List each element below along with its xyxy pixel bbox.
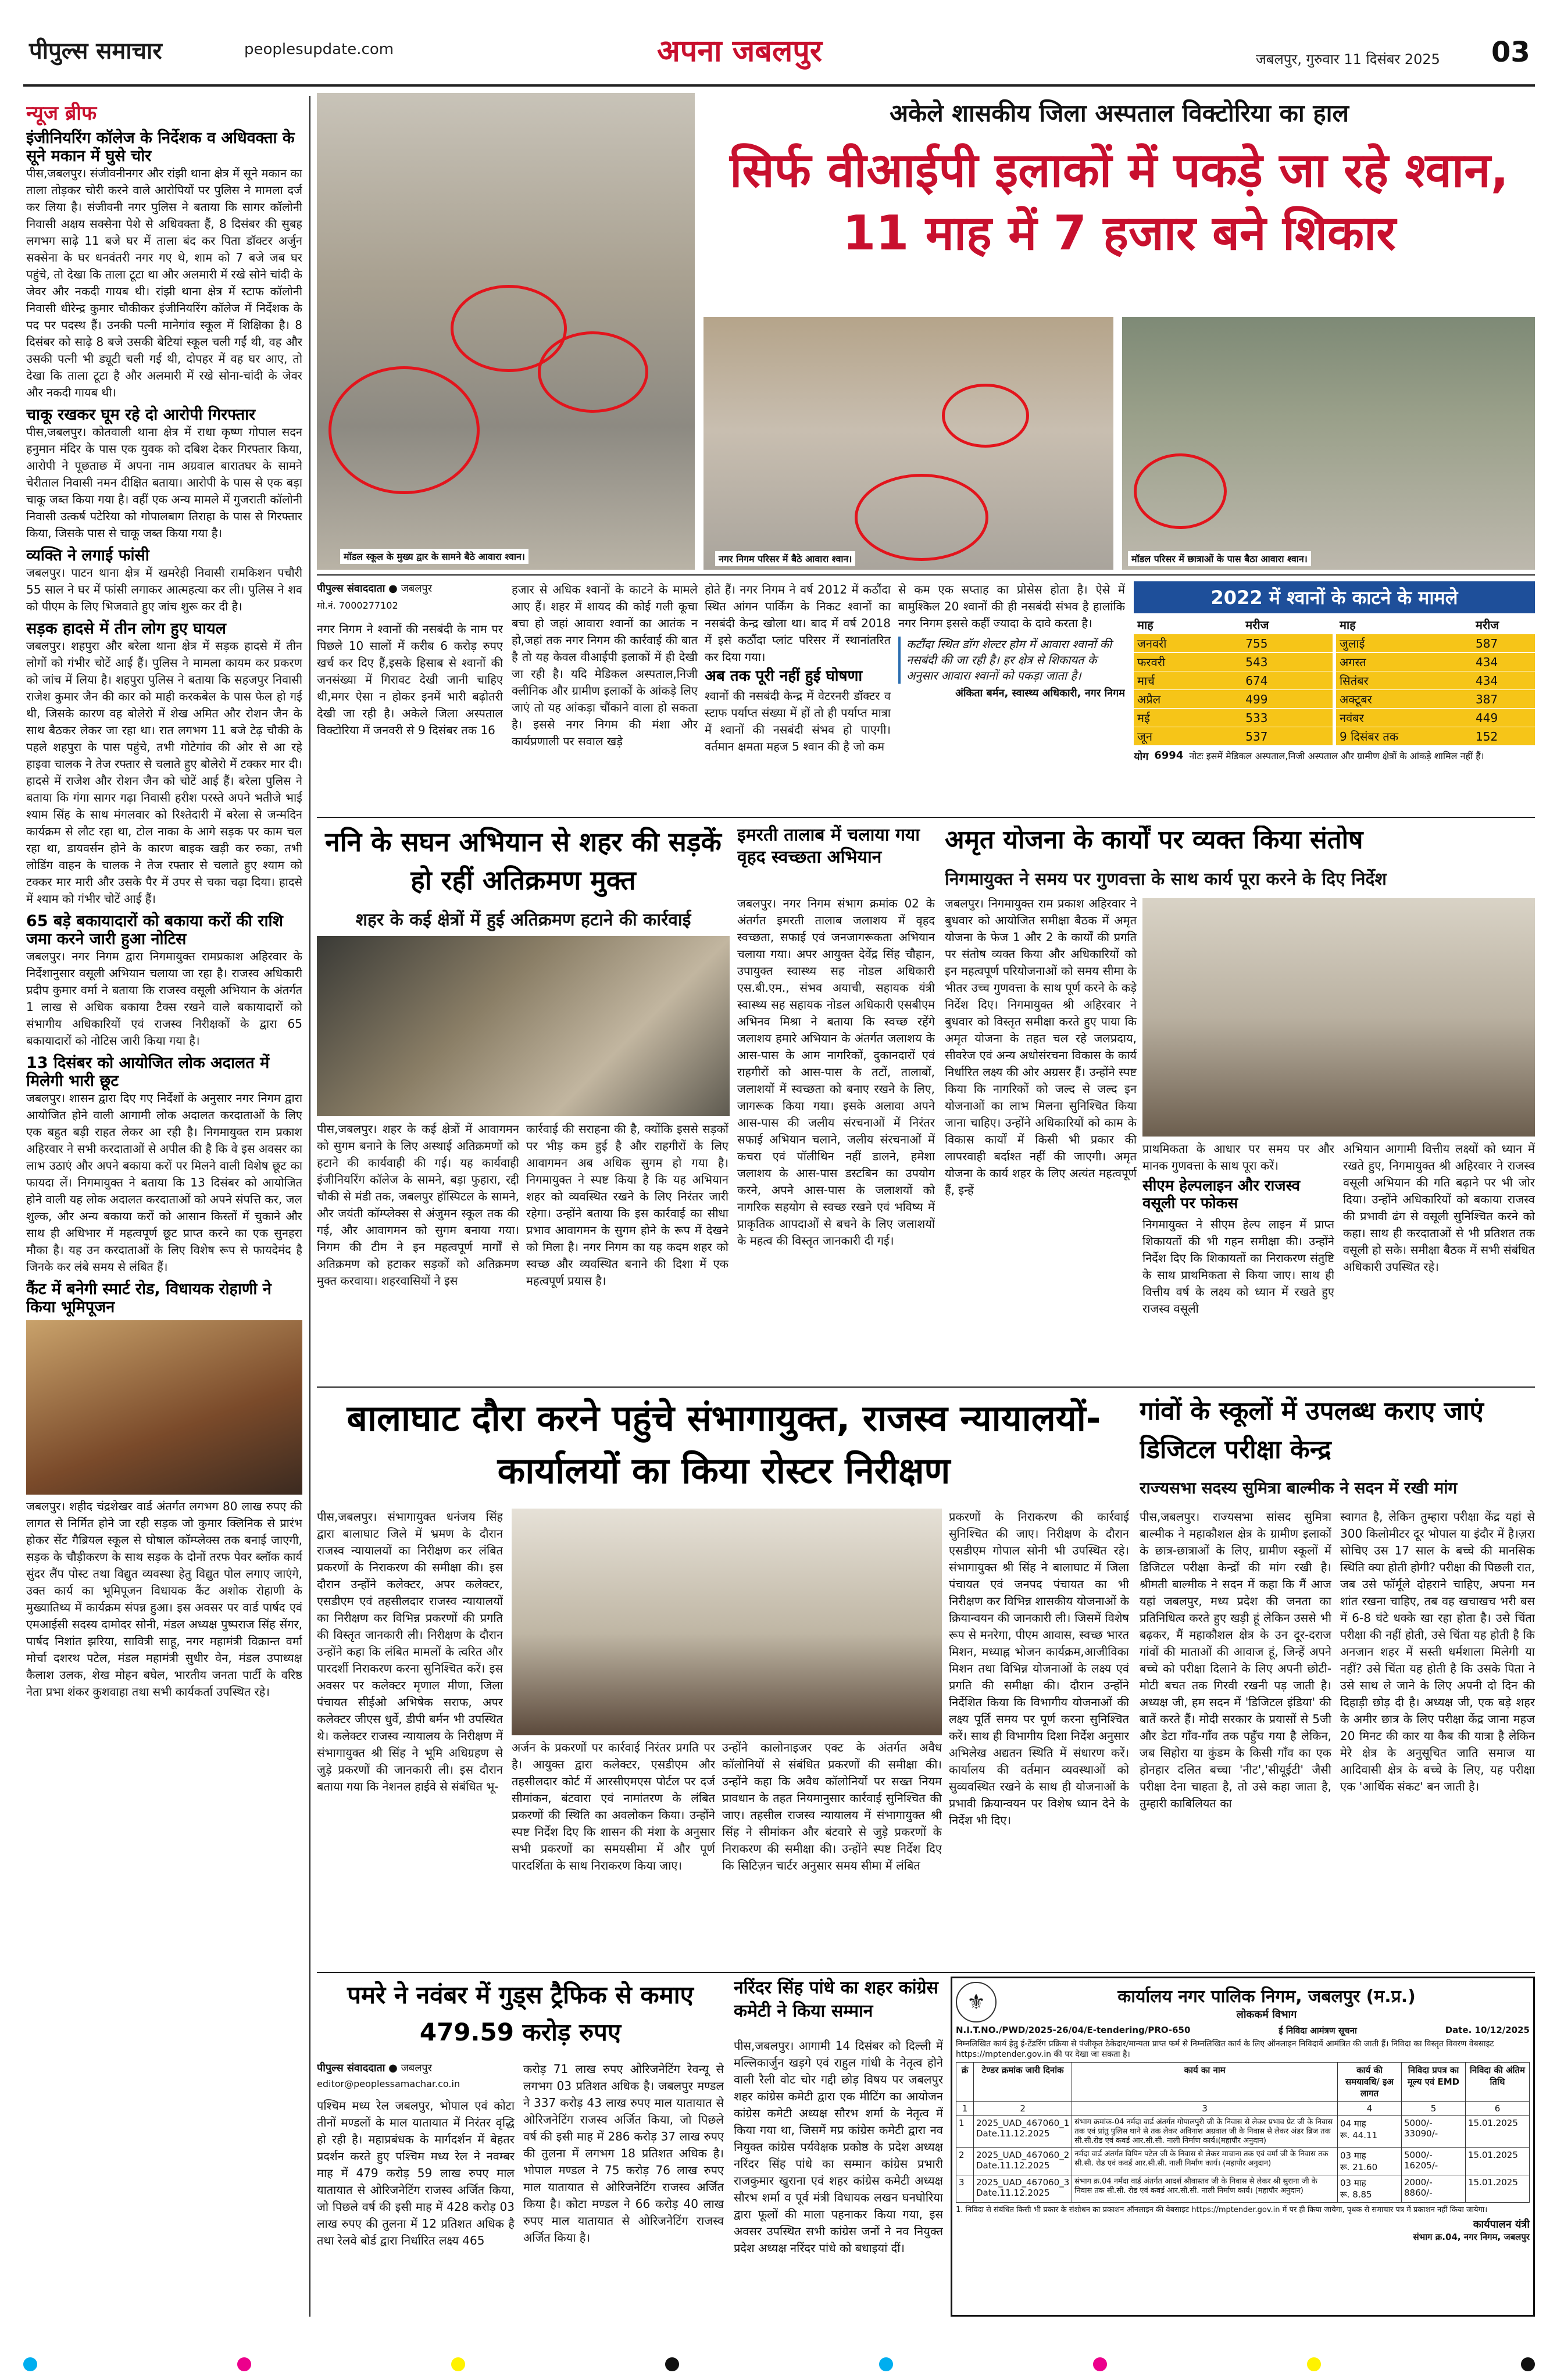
row-last: 15.01.2025 bbox=[1466, 2175, 1530, 2203]
row-period: 03 माह bbox=[1340, 2178, 1366, 2188]
tender-header: निविदा प्रपत्र का मूल्य एवं EMD bbox=[1402, 2063, 1466, 2102]
row-fee: 2000/- bbox=[1404, 2177, 1433, 2188]
brief-1-body: पीस,जबलपुर। संजीवनीनगर और रांझी थाना क्षेत्र में सूने मकान का ताला तोड़कर चोरी करने वाले आरोपियों पर पुलिस ने मामला दर्ज कर लिया है। संजीवनी नगर पुलिस ने बताया कि सागर कॉलोनी निवासी अक्षय सक्सेना पेशे से अधिवक्ता हैं, 8 दिसंबर की सुबह लगभग साढ़े 11 बजे घर में ताला बंद कर पिता डॉक्टर अर्जुन सक्सेना के घर धनवंतरी नगर गए थे, शाम को 7 बजे जब घर पहुंचे, तो देखा कि ताला टूटा था और अलमारी में रखे सोने चांदी के जेवर और नकदी गायब थी। रांझी थाना क्षेत्र में स्टाफ कॉलोनी निवासी धीरेन्द्र कुमार चौकीकर इंजीनियरिंग कॉलेज में निर्देशक के पद पर पदस्थ हैं। उनकी पत्नी मानेगांव स्कूल में शिक्षिका है। 8 दिसंबर को साढ़े 8 बजे उसकी बेटियां स्कूल चली गईं थी, वह और उसकी पत्नी भी ड्यूटी चली गई थी, दोपहर में वह घर आए, तो देखा कि ताला टूटा है और अलमारी में रखे सोना-चांदी के जेवर और नकदी गायब थी। bbox=[26, 166, 302, 400]
row-date: Date.11.12.2025 bbox=[976, 2160, 1050, 2171]
narendra-body: पीस,जबलपुर। आगामी 14 दिसंबर को दिल्ली में मल्लिकार्जुन खड़गे एवं राहुल गांधी के नेतृत्व होने वाली रैली वोट चोर गद्दी छोड़ विषय पर जबलपुर शहर कांग्रेस कमेटी द्वारा एक मीटिंग का आयोजन कांग्रेस कमेटी अध्यक्ष सौरभ शर्मा के नेतृत्व में किया गया था, जिसमें मप्र कांग्रेस कमेटी द्वारा नव नियुक्त कांग्रेस पर्यवेक्षक प्रकोष्ठ के प्रदेश अध्यक्ष नरिंदर सिंह पांधे का सम्मान कांग्रेस प्रभारी राजकुमार खुराना एवं शहर कांग्रेस कमेटी अध्यक्ष सौरभ शर्मा व पूर्व मंत्री विधायक लखन घनघोरिया द्वारा फूलों की माला पहनाकर किया गया, इस अवसर उपस्थित सभी कांग्रेस जनों ने नव नियुक्त प्रदेश अध्यक्ष नरिंदर पांधे को बधाइयां दीं। bbox=[734, 2039, 943, 2255]
tender-header: क्रं bbox=[956, 2063, 974, 2102]
cases-cell: 674 bbox=[1242, 671, 1333, 690]
bhoomipujan-photo bbox=[26, 1320, 302, 1495]
lead-byline: पीपुल्स संवाददाता ● जबलपुर मो.नं. 7000277102 bbox=[317, 581, 689, 616]
dog-circle-6 bbox=[1134, 453, 1227, 529]
brief-4-title: सड़क हादसे में तीन लोग हुए घायल bbox=[26, 620, 226, 638]
month-cell: नवंबर bbox=[1336, 709, 1472, 727]
tender-row bbox=[956, 2116, 1530, 2148]
month-cell: जुलाई bbox=[1336, 634, 1472, 653]
lead-col-2: हजार से अधिक श्वानों के काटने के मामले आए हैं। शहर में शायद की कोई गली कूचा बचा हो जहां आवारा श्वानों का आतंक न हो,जहां तक नगर निगम की कार्रवाई की बात है तो यह केवल वीआईपी इलाकों में ही देखी जा रही है। यदि मेडिकल अस्पताल,निजी क्लीनिक और ग्रामीण इलाकों के आंकड़े लिए जाएं तो यह आंकड़ा चौंकाने वाला हो सकता है। इससे नगर निगम की मंशा और कार्यप्रणाली पर सवाल खड़े bbox=[512, 583, 698, 748]
brief-4-body: जबलपुर। शहपुरा और बरेला थाना क्षेत्र में सड़क हादसे में तीन लोगों को गंभीर चोटें आई हैं। पुलिस ने मामला कायम कर प्रकरण को जांच में लिया है। शहपुरा पुलिस ने बताया कि सहजपुर निवासी राजेश कुमार जैन की कार को माही करकबेल के पास फेल हो गई थी, जिसके कारण वह बोलेरो में शेख अमित और रोशन जैन के साथ बैठकर लेकर जा रहा था। रात लगभग 11 बजे टेढ़ चौकी के पहले शहपुरा के पास पहुंचे, तभी गोटेगांव की ओर से आ रहे हाइवा चालक ने तेज रफ्तार से चलाते हुए बोलेरो में टक्कर मार दी। हादसे में राजेश और रोशन जैन को चोटें आई हैं। बरेला पुलिस ने बताया कि गंगा सागर गढ़ा निवासी हरीश परस्ते अपने भतीजे भाई श्याम सिंह के साथ मंगलवार को रिश्तेदारी में बरेला से जन्मदिन कार्यक्रम से लौट रहा था, टोल नाका के आगे सड़क पर काम चल रहा था, डायवर्सन होने के कारण बाइक खड़ी कर रुका, तभी लोडिंग वाहन के चालक ने तेज रफ्तार से चलाते हुए श्याम को टक्कर मार मारी और उसके पैर में उपर से चका चढ़ा दिया। हादसे में श्याम को गंभीर चोटें आई हैं। bbox=[26, 639, 302, 906]
tender-footer: 1. निविदा से संबंधित किसी भी प्रकार के संशोधन का प्रकाशन ऑनलाइन की वेबसाइट https://mptender.gov.in में पर ही किया जायेगा, पृथक से समाचार पत्र में प्रकाशन नहीं किया जायेगा। bbox=[956, 2206, 1488, 2214]
railway-byline: पीपुल्स संवाददाता ● जबलपुर editor@peoplessamachar.co.in bbox=[317, 2061, 515, 2096]
tender-sign-office: संभाग क्र.04, नगर निगम, जबलपुर bbox=[1413, 2232, 1530, 2242]
row-period: 03 माह bbox=[1340, 2150, 1366, 2161]
row-id: 2025_UAD_467060_3 bbox=[976, 2177, 1070, 2188]
railway-headline: पमरे ने नवंबर में गुड्स ट्रैफिक से कमाए 479.59 करोड़ रुपए bbox=[347, 1981, 694, 2046]
section-title: अपना जबलपुर bbox=[657, 34, 823, 69]
dog-circle-5 bbox=[855, 474, 988, 561]
brief-5-title: 65 बड़े बकायादारों को बकाया करों की राशि जमा करने जारी हुआ नोटिस bbox=[26, 912, 283, 949]
dog-circle-4 bbox=[942, 384, 1029, 448]
lead-headline: सिर्फ वीआईपी इलाकों में पकड़े जा रहे श्वान, 11 माह में 7 हजार बने शिकार bbox=[730, 143, 1509, 261]
amrut-col-2 bbox=[1142, 1141, 1334, 1385]
digital-col-2: स्वागत है, लेकिन तुम्हारा परीक्षा केंद्र यहां से 300 किलोमीटर दूर भोपाल या इंदौर में है।ज़रा सोचिए उस 17 साल के बच्चे की मानसिक स्थिति क्या होती होगी? परीक्षा की पिछली रात, जब उसे फॉर्मूले दोहराने चाहिए, अपना मन शांत रखना चाहिए, तब वह खचाखच भरी बस में 6-8 घंटे धक्के खा रहा होता है। उसे चिंता परीक्षा की नहीं होती, उसे चिंता यह होती है कि अनजान शहर में सस्ती धर्मशाला मिलेगी या नहीं? उसे चिंता यह होती है कि उसके पिता ने उसे साथ ले जाने के लिए अपनी दो दिन की दिहाड़ी छोड़ दी है। अध्यक्ष जी, एक बड़े शहर के अमीर छात्र के लिए परीक्षा केंद्र जाना महज 20 मिनट की कार या कैब की यात्रा है लेकिन मेरे क्षेत्र के अनुसूचित जाति समाज या आदिवासी क्षेत्र के बच्चे के लिए, यह परीक्षा एक 'आर्थिक संकट' बन जाती है। bbox=[1340, 1510, 1535, 1793]
tender-notice bbox=[951, 1977, 1535, 2317]
lead-photo-school-gate bbox=[317, 93, 695, 570]
brand-logo: पीपुल्स समाचार bbox=[29, 38, 162, 65]
cases-cell: 499 bbox=[1242, 690, 1333, 709]
cases-cell: 387 bbox=[1472, 690, 1535, 709]
month-cell: मई bbox=[1134, 709, 1242, 727]
railway-col-2: करोड़ 71 लाख रुपए ओरिजनेटिंग रेवन्यू से लगभग 03 प्रतिशत अधिक है। जबलपुर मण्डल ने 337 करोड़ 43 लाख रुपए माल यातायात से ओरिजनेटिंग राजस्व अर्जित किया, जो पिछले वर्ष की इसी माह में 286 करोड़ 37 लाख रुपए की तुलना में लगभग 18 प्रतिशत अधिक है।भोपाल मण्डल ने 75 करोड़ 76 लाख रुपए माल यातायात से ओरिजनेटिंग राजस्व अर्जित किया है। कोटा मण्डल ने 66 करोड़ 40 लाख रुपए माल यातायात से ओरिजनेटिंग राजस्व अर्जित किया है। bbox=[523, 2062, 724, 2245]
amrut-col-1: जबलपुर। निगमायुक्त राम प्रकाश अहिरवार ने बुधवार को आयोजित समीक्षा बैठक में अमृत योजना के फेज 1 और 2 के कार्यों की प्रगति पर संतोष व्यक्त किया और अधिकारियों को इन महत्वपूर्ण परियोजनाओं को समय सीमा के भीतर उच्च गुणवत्ता के साथ पूर्ण करने के कड़े निर्देश दिए। निगमायुक्त श्री अहिरवार ने बुधवार को विस्तृत समीक्षा करते हुए पाया कि अमृत योजना के तहत चल रहे जलप्रदाय, सीवरेज एवं अन्य अधोसंरचना विकास के कार्य निर्धारित लक्ष्य की ओर अग्रसर हैं। उन्होंने स्पष्ट किया कि नागरिकों को जल्द से जल्द इन योजनाओं का लाभ मिलना सुनिश्चित किया जाना चाहिए। उन्होंने अधिकारियों को काम के विकास कार्यों में किसी भी प्रकार की लापरवाही बर्दाश्त नहीं की जाएगी। अमृत योजना के कार्य शहर के लिए अत्यंत महत्वपूर्ण हैं, इन्हें bbox=[945, 896, 1137, 1197]
col-number: 2 bbox=[974, 2102, 1072, 2116]
cases-cell: 543 bbox=[1242, 653, 1333, 671]
byline-mobile: मो.नं. 7000277102 bbox=[317, 600, 398, 611]
amrut-meeting-photo bbox=[1142, 898, 1535, 1137]
lead-photo-caption-1: मॉडल स्कूल के मुख्य द्वार के सामने बैठे आवारा श्वान। bbox=[340, 549, 528, 564]
balaghat-photo bbox=[512, 1509, 942, 1735]
tender-header: निविदा की अंतिम तिथि bbox=[1466, 2063, 1530, 2102]
row-no: 1 bbox=[956, 2116, 974, 2148]
tender-row bbox=[956, 2175, 1530, 2203]
dog-bite-table bbox=[1134, 581, 1535, 814]
amrut-subhead: निगमायुक्त ने समय पर गुणवत्ता के साथ कार्य पूरा करने के दिए निर्देश bbox=[945, 869, 1387, 889]
col-number: 4 bbox=[1338, 2102, 1402, 2116]
row-fee: 5000/- bbox=[1404, 2118, 1433, 2128]
imarti-body: जबलपुर। नगर निगम संभाग क्रमांक 02 के अंतर्गत इमरती तालाब जलाशय में वृहद स्वच्छता, सफाई एवं जनजागरूकता अभियान चलाया गया। अपर आयुक्त देवेंद्र सिंह चौहान, उपायुक्त स्वास्थ्य सह नोडल अधिकारी एस.बी.एम., संभव अयाची, सहायक यंत्री स्वास्थ्य सह सहायक नोडल अधिकारी एसबीएम अभिनव मिश्रा ने बताया कि स्वच्छ रहेंगे जलाशय हमारे अभियान के अंतर्गत जलाशय के आस-पास के आम नागरिकों, दुकानदारों एवं राहगीरों को आस-पास के तटों, तालाबों, जलाशयों में स्वच्छता को बनाए रखने के लिए, जागरूक किया गया। इसके अलावा अपने आस-पास की जलीय संरचनाओं में निरंतर सफाई अभियान चलाने, जलीय संरचनाओं में कचरा एवं पॉलीथिन नहीं डालने, हमेशा जलाशय के आस-पास डस्टबिन का उपयोग करने, अपने आस-पास के जलाशयों को नागरिक सहयोग से स्वच्छ रखने एवं भविष्य में प्राकृतिक आपदाओं से बचने के लिए जलाशयों के महत्व की विस्तृत जानकारी दी गई। bbox=[737, 896, 935, 1248]
issue-date: जबलपुर, गुरुवार 11 दिसंबर 2025 bbox=[1256, 51, 1440, 67]
page-number: 03 bbox=[1491, 36, 1530, 69]
tender-header: कार्य का नाम bbox=[1072, 2063, 1338, 2102]
lead-subhead: अब तक पूरी नहीं हुई घोषणा bbox=[705, 667, 863, 685]
reg-mark bbox=[665, 2357, 679, 2371]
reg-mark bbox=[451, 2357, 465, 2371]
byline-name: पीपुल्स संवाददाता bbox=[317, 583, 385, 595]
site-url[interactable]: peoplesupdate.com bbox=[244, 41, 394, 58]
row-last: 15.01.2025 bbox=[1466, 2116, 1530, 2148]
row-fee: 5000/- bbox=[1404, 2150, 1433, 2160]
row-id: 2025_UAD_467060_1 bbox=[976, 2118, 1070, 2128]
lead-kicker: अकेले शासकीय जिला अस्पताल विक्टोरिया का हाल bbox=[889, 99, 1349, 127]
lead-photo-model-campus bbox=[1122, 317, 1535, 570]
byline-name: पीपुल्स संवाददाता bbox=[317, 2062, 385, 2074]
row-cost: रू. 8.85 bbox=[1340, 2189, 1372, 2200]
col-number: 5 bbox=[1402, 2102, 1466, 2116]
total-label: योग bbox=[1134, 751, 1149, 763]
row-work: संभाग क्रमांक-04 नर्मदा वार्ड अंतर्गत गोपालपुरी जी के निवास से लेकर प्रभाव प्रेट जी के निवास तक एवं प्रांतु पुलिस थाने से तक लेकर अविनाश अग्रवाल जी के निवास से लेकर अंडर ब्रिज तक सी.सी.रोड एवं कवर्ड आर.सी.सी. नाली निर्माण कार्य।(महापौर अनुदान) bbox=[1072, 2116, 1338, 2148]
col-number: 1 bbox=[956, 2102, 974, 2116]
month-cell: मार्च bbox=[1134, 671, 1242, 690]
masthead bbox=[0, 0, 1557, 87]
brief-2-title: चाकू रखकर घूम रहे दो आरोपी गिरफ्तार bbox=[26, 406, 256, 424]
tender-date: Date. 10/12/2025 bbox=[1445, 2025, 1530, 2035]
digital-col-1: पीस,जबलपुर। राज्यसभा सांसद सुमित्रा बाल्मीक ने महाकौशल क्षेत्र के ग्रामीण इलाकों के छात्र-छात्राओं के लिए, ग्रामीण स्कूलों में डिजिटल परीक्षा केन्द्रों की मांग रखी है। श्रीमती बाल्मीक ने सदन में कहा कि मैं आज यहां जबलपुर, मध्य प्रदेश की जनता का प्रतिनिधित्व करते हुए खड़ी हूं लेकिन उससे भी बढ़कर, मैं महाकौशल क्षेत्र के उन दूर-दराज गांवों की माताओं की आवाज हूं, जिन्हें अपने बच्चे को परीक्षा दिलाने के लिए अपनी छोटी-मोटी बचत तक गिरवी रखनी पड़ जाती है। अध्यक्ष जी, हम सदन में 'डिजिटल इंडिया' की बातें करते हैं। मोदी सरकार के प्रयासों से 5जी और डेटा गाँव-गाँव तक पहुँच गया है लेकिन, जब सिहोरा या कुंडम के किसी गाँव का एक होनहार दलित बच्चा 'नीट','सीयूईटी' जैसी परीक्षा देना चाहता है, तो उसे कहा जाता है, तुम्हारी काबिलियत का bbox=[1140, 1510, 1331, 1810]
lead-col-4 bbox=[898, 581, 1125, 814]
amrut-subhead-2: सीएम हेल्पलाइन और राजस्व वसूली पर फोकस bbox=[1142, 1177, 1301, 1212]
tender-office: कार्यालय नगर पालिक निगम, जबलपुर (म.प्र.) bbox=[1117, 1986, 1416, 2007]
brief-6-title: 13 दिसंबर को आयोजित लोक अदालत में मिलेगी भारी छूट bbox=[26, 1054, 270, 1091]
balaghat-col-1: पीस,जबलपुर। संभागायुक्त धनंजय सिंह द्वारा बालाघाट जिले में भ्रमण के दौरान राजस्व न्यायालयों का निरीक्षण कर लंबित प्रकरणों के निराकरण की समीक्षा की। इस दौरान उन्होंने कलेक्टर, अपर कलेक्टर, एसडीएम एवं तहसीलदार राजस्व न्यायालयों का निरीक्षण कर विभिन्न प्रकरणों की प्रगति की विस्तृत जानकारी ली। निरीक्षण के दौरान उन्होंने कहा कि लंबित मामलों के त्वरित और पारदर्शी निराकरण करना सुनिश्चित करें। इस अवसर पर कलेक्टर मृणाल मीणा, जिला पंचायत सीईओ अभिषेक सराफ, अपर कलेक्टर जीएस धुर्वे, डीपी बर्मन भी उपस्थित थे। कलेक्टर राजस्व न्यायालय के निरीक्षण में संभागायुक्त श्री सिंह ने भूमि अधिग्रहण से जुड़े प्रकरणों की जानकारी ली। इस दौरान बताया गया कि नेशनल हाईवे से संबंधित भू- bbox=[317, 1510, 503, 1793]
row-work: नर्मदा वार्ड अंतर्गत विपिन पटेल जी के निवास से लेकर माचाना तक एवं वर्मा जी के निवास तक सी.सी. रोड एवं कवर्ड आर.सी.सी. नाली निर्माण कार्य। (महापौर अनुदान) bbox=[1072, 2148, 1338, 2175]
balaghat-col-3: प्रकरणों के निराकरण की कार्रवाई सुनिश्चित की जाए। निरीक्षण के दौरान एसडीएम गोपाल सोनी भी उपस्थित रहे। संभागायुक्त श्री सिंह ने बालाघाट में जिला पंचायत एवं जनपद पंचायत का भी निरीक्षण कर विभिन्न शासकीय योजनाओं के क्रियान्वयन की जानकारी ली। जिसमें विशेष रूप से मनरेगा, पीएम आवास, स्वच्छ भारत मिशन, मध्याह्न भोजन कार्यक्रम,आजीविका मिशन तथा विभिन्न योजनाओं के लक्ष्य एवं प्रगति की समीक्षा की। दौरान उन्होंने निर्देशित किया कि विभागीय योजनाओं की लक्ष्य पूर्ति समय पर पूर्ण करना सुनिश्चित करें। साथ ही विभागीय दिशा निर्देश अनुसार अभिलेख अद्यतन स्थिति में संधारण करें। कार्यालय की वर्तमान व्यवस्थाओं को सुव्यवस्थित रखने के साथ ही योजनाओं के प्रभावी क्रियान्वयन पर विशेष ध्यान देने के निर्देश भी दिए। bbox=[949, 1510, 1129, 1827]
brief-1-title: इंजीनियरिंग कॉलेज के निर्देशक व अधिवक्ता के सूने मकान में घुसे चोर bbox=[26, 129, 295, 166]
digital-headline: गांवों के स्कूलों में उपलब्ध कराए जाएं डिजिटल परीक्षा केन्द्र bbox=[1140, 1396, 1484, 1464]
byline-city: जबलपुर bbox=[401, 583, 433, 595]
brief-label: न्यूज ब्रीफ bbox=[26, 102, 97, 125]
cases-cell: 755 bbox=[1242, 634, 1333, 653]
reg-mark bbox=[1307, 2357, 1321, 2371]
cases-cell: 449 bbox=[1472, 709, 1535, 727]
dog-table-left bbox=[1134, 616, 1333, 746]
balaghat-col-2: अर्जन के प्रकरणों पर कार्रवाई निरंतर प्रगति पर है। आयुक्त द्वारा कलेक्टर, एसडीएम और तहसीलदार कोर्ट में आरसीएमएस पोर्टल पर दर्ज सीमांकन, बंटवारा एवं नामांतरण के लंबित प्रकरणों की स्थिति का अवलोकन किया। उन्होंने स्पष्ट निर्देश दिए कि शासन की मंशा के अनुसार सभी प्रकरणों का समयसीमा में और पूर्ण पारदर्शिता के साथ निराकरण किया जाए। bbox=[512, 1741, 715, 1872]
row-no: 2 bbox=[956, 2148, 974, 2175]
encroach-headline: ननि के सघन अभियान से शहर की सड़कें हो रहीं अतिक्रमण मुक्त bbox=[325, 826, 722, 896]
narendra-headline: नरिंदर सिंह पांधे का शहर कांग्रेस कमेटी ने किया सम्मान bbox=[734, 1978, 938, 2021]
month-header: माह bbox=[1134, 616, 1242, 634]
month-cell: जनवरी bbox=[1134, 634, 1242, 653]
emblem-icon: ⚜ bbox=[956, 1982, 997, 2022]
cases-cell: 434 bbox=[1472, 671, 1535, 690]
cases-cell: 587 bbox=[1472, 634, 1535, 653]
row-cost: रू. 21.60 bbox=[1340, 2162, 1378, 2172]
dog-table-right bbox=[1336, 616, 1535, 746]
encroach-col-2: कार्रवाई की सराहना की है, क्योंकि इससे सड़कों पर भीड़ कम हुई है और राहगीरों के लिए आवागमन अब अधिक सुगम हो गया है। निगमायुक्त ने स्पष्ट किया है कि यह अभियान शहर को व्यवस्थित रखने के लिए निरंतर जारी रहेगा। उन्होंने बताया कि इस कार्रवाई का सीधा प्रभाव आवागमन के सुगम होने के रूप में देखने को मिला है। नगर निगम का यह कदम शहर को स्वच्छ और व्यवस्थित बनाने की दिशा में एक महत्वपूर्ण प्रयास है। bbox=[526, 1122, 728, 1288]
brief-6-body: जबलपुर। शासन द्वारा दिए गए निर्देशों के अनुसार नगर निगम द्वारा आयोजित होने वाली आगामी लोक अदालत करदाताओं के लिए एक बहुत बड़ी राहत लेकर आ रही है। निगमायुक्त राम प्रकाश अहिरवार ने सभी करदाताओं से अपील की है कि वे इस अवसर का लाभ उठाएं और अपने बकाया करों पर मिलने वाली विशेष छूट का फायदा लें। निगमायुक्त ने बताया कि 13 दिसंबर को आयोजित होने वाली यह लोक अदालत करदाताओं को अपने संपत्ति कर, जल शुल्क, और अन्य बकाया करों को आसान किस्तों में चुकाने और साथ ही अधिभार में महत्वपूर्ण छूट प्राप्त करने का एक सुनहरा मौका है। यह उन करदाताओं के लिए विशेष रूप से फायदेमंद है जिनके कर लंबे समय से लंबित हैं। bbox=[26, 1091, 302, 1274]
brief-5-body: जबलपुर। नगर निगम द्वारा निगमायुक्त रामप्रकाश अहिरवार के निर्देशानुसार वसूली अभियान चलाया जा रहा है। राजस्व अधिकारी प्रदीप कुमार वर्मा ने बताया कि राजस्व वसूली अभियान के अंतर्गत 1 लाख से अधिक बकाया टैक्स रखने वाले बकायादारों को संभागीय अधिकारियों एवं राजस्व निरीक्षकों के द्वारा 65 बकायादारों को नोटिस जारी किया गया है। bbox=[26, 949, 302, 1048]
cases-cell: 533 bbox=[1242, 709, 1333, 727]
cases-cell: 152 bbox=[1472, 727, 1535, 746]
encroach-subhead: शहर के कई क्षेत्रों में हुई अतिक्रमण हटाने की कार्रवाई bbox=[355, 910, 691, 930]
row-period: 04 माह bbox=[1340, 2118, 1366, 2129]
tender-nit: N.I.T.NO./PWD/2025-26/04/E-tendering/PRO-650 bbox=[956, 2025, 1191, 2035]
amrut-headline: अमृत योजना के कार्यों पर व्यक्त किया संतोष bbox=[945, 826, 1363, 855]
row-cost: रू. 44.11 bbox=[1340, 2130, 1378, 2140]
byline-email[interactable]: editor@peoplessamachar.co.in bbox=[317, 2078, 460, 2089]
lead-quote: कटौंदा स्थित डॉग शेल्टर होम में आवारा श्वानों की नसबंदी की जा रही है। हर क्षेत्र से शिकायत के अनुसार आवारा श्वानों को पकड़ा जाता है। bbox=[898, 637, 1125, 684]
railway-col-1: पश्चिम मध्य रेल जबलपुर, भोपाल एवं कोटा तीनों मण्डलों के माल यातायात में निरंतर वृद्धि हो रही है। महाप्रबंधक के मार्गदर्शन में बेहतर प्रदर्शन करते हुए पश्चिम मध्य रेल ने नवम्बर माह में 479 करोड़ 59 लाख रुपए माल यातायात से ओरिजनेटिंग राजस्व अर्जित किया, जो पिछले वर्ष की इसी माह में 428 करोड़ 03 लाख रुपए की तुलना में 12 प्रतिशत अधिक है तथा रेलवे बोर्ड द्वारा निर्धारित लक्ष्य 465 bbox=[317, 2099, 515, 2247]
month-header: माह bbox=[1336, 616, 1472, 634]
brief-3-body: जबलपुर। पाटन थाना क्षेत्र में खमरेही निवासी रामकिशन पचौरी 55 साल ने घर में फांसी लगाकर आत्महत्या कर ली। पुलिस ने शव को पीएम के लिए भिजवाते हुए जांच शुरू कर दी है। bbox=[26, 566, 302, 614]
reg-mark bbox=[879, 2357, 893, 2371]
lead-col-3-text: होते हैं। नगर निगम ने वर्ष 2012 में कठौंदा स्थित आंगन पार्किंग के निकट श्वानों का नसबंदी केन्द्र खोला था। बाद में वर्ष 2018 में इसे कठौंदा प्लांट परिसर में स्थानांतरित कर दिया गया। bbox=[705, 583, 891, 664]
tender-header: कार्य की समयावधि/ इअ लागत bbox=[1338, 2063, 1402, 2102]
tender-intro: निम्नलिखित कार्य हेतु ई-टेंडरिंग प्रक्रिया से पंजीकृत ठेकेदार/मान्यता प्राप्त फर्म से निम्नलिखित कार्य के लिए ऑनलाइन निविदायें आमंत्रित की जाती हैं। निविदा का विस्तृत विवरण वेबसाइट https://mptender.gov.in की पर देखा जा सकता है। bbox=[956, 2039, 1494, 2059]
lead-photo-caption-2: नगर निगम परिसर में बैठे आवारा श्वान। bbox=[715, 551, 855, 566]
balaghat-headline: बालाघाट दौरा करने पहुंचे संभागायुक्त, राजस्व न्यायालयों-कार्यालयों का किया रोस्टर निरीक्षण bbox=[347, 1397, 1101, 1492]
tender-table bbox=[956, 2062, 1530, 2203]
lead-photo-caption-3: मॉडल परिसर में छात्राओं के पास बैठा आवारा श्वान। bbox=[1128, 551, 1311, 566]
month-cell: फरवरी bbox=[1134, 653, 1242, 671]
tender-title: ई निविदा आमंत्रण सूचना bbox=[1279, 2025, 1357, 2036]
cases-cell: 434 bbox=[1472, 653, 1535, 671]
byline-city: जबलपुर bbox=[401, 2062, 433, 2074]
row-date: Date.11.12.2025 bbox=[976, 2128, 1050, 2139]
lead-quote-author: अंकिता बर्मन, स्वास्थ्य अधिकारी, नगर निगम bbox=[955, 687, 1125, 699]
tender-dept: लोककर्म विभाग bbox=[1236, 2008, 1297, 2021]
row-emd: 33090/- bbox=[1404, 2128, 1438, 2139]
tender-sign: कार्यपालन यंत्री bbox=[1473, 2218, 1530, 2231]
brief-2-body: पीस,जबलपुर। कोतवाली थाना क्षेत्र में राधा कृष्ण गोपाल सदन हनुमान मंदिर के पास एक युवक को दबिश देकर गिरफ्तार किया, आरोपी ने पूछताछ में अपना नाम अग्रवाल बारातघर के सामने चेरीताल निवासी नमन दीक्षित बताया। आरोपी के पास से एक बड़ा चाकू जब्त किया गया है। वहीं एक अन्य मामले में गुजराती कॉलोनी निवासी उत्कर्ष पटेरिया को गोपालबाग तिराहा के पास से गिरफ्तार किया, जिसके पास से चाकू जब्त किया गया है। bbox=[26, 425, 302, 541]
lead-col-3 bbox=[705, 581, 891, 814]
lead-rule bbox=[317, 574, 1535, 576]
row-work: संभाग क्र.04 नर्मदा वार्ड अंतर्गत आदर्श श्रीवास्तव जी के निवास से लेकर श्री सुराना जी के निवास तक सी.सी. रोड एवं कवर्ड आर.सी.सी. नाली निर्माण कार्य। (महापौर अनुदान) bbox=[1072, 2175, 1338, 2203]
row-last: 15.01.2025 bbox=[1466, 2148, 1530, 2175]
row-emd: 8860/- bbox=[1404, 2188, 1433, 2198]
section-rule bbox=[317, 1972, 1535, 1973]
month-cell: सितंबर bbox=[1336, 671, 1472, 690]
col-number: 3 bbox=[1072, 2102, 1338, 2116]
row-no: 3 bbox=[956, 2175, 974, 2203]
digital-subhead: राज्यसभा सदस्य सुमित्रा बाल्मीक ने सदन में रखी मांग bbox=[1140, 1478, 1458, 1498]
brief-3-title: व्यक्ति ने लगाई फांसी bbox=[26, 546, 149, 565]
encroach-col-1: पीस,जबलपुर। शहर के कई क्षेत्रों में आवागमन को सुगम बनाने के लिए अस्थाई अतिक्रमणों को हटाने की कार्यवाही की गई। यह कार्यवाही इंजीनियरिंग कॉलेज के सामने, बड़ा फुहारा, रद्दी चौकी से मंडी तक, जबलपुर हॉस्पिटल के सामने, और जयंती कॉम्प्लेक्स से अंजुमन स्कूल तक की गई, और आवागमन को सुगम बनाया गया। निगम की टीम ने इन महत्वपूर्ण मार्गों से अतिक्रमण को हटाकर सड़कों को अतिक्रमण मुक्त करवाया। शहरवासियों ने इस bbox=[317, 1122, 519, 1288]
reg-mark bbox=[1521, 2357, 1535, 2371]
section-rule bbox=[317, 1386, 1535, 1388]
column-divider bbox=[309, 96, 310, 2317]
month-cell: जून bbox=[1134, 727, 1242, 746]
lead-col-4-text: से कम एक सप्ताह का प्रोसेस होता है। ऐसे में बामुश्किल 20 श्वानों की ही नसबंदी संभव है हालांकि नगर निगम इससे कहीं ज्यादा के दावे करता है। bbox=[898, 583, 1125, 630]
month-cell: अप्रैल bbox=[1134, 690, 1242, 709]
col-number: 6 bbox=[1466, 2102, 1530, 2116]
cases-header: मरीज bbox=[1472, 616, 1535, 634]
imarti-headline: इमरती तालाब में चलाया गया वृहद स्वच्छता अभियान bbox=[737, 825, 920, 867]
month-cell: अक्टूबर bbox=[1336, 690, 1472, 709]
amrut-col-2-text: प्राथमिकता के आधार पर समय पर और मानक गुणवत्ता के साथ पूरा करें। bbox=[1142, 1142, 1334, 1173]
amrut-col-3: अभियान आगामी वित्तीय लक्ष्यों को ध्यान में रखते हुए, निगमायुक्त श्री अहिरवार ने राजस्व वसूली अभियान की गति बढ़ाने पर भी जोर दिया। उन्होंने अधिकारियों को बकाया राजस्व की प्रभावी ढंग से वसूली सुनिश्चित करने को कहा। साथ ही करदाताओं से भी प्रतिशत तक वसूली हो सके। समीक्षा बैठक में सभी संबंधित अधिकारी उपस्थित रहे। bbox=[1343, 1142, 1535, 1274]
lead-col-3b-text: श्वानों की नसबंदी केन्द्र में वेटरनरी डॉक्टर व स्टाफ पर्याप्त संख्या में हों तो ही पर्याप्त मात्रा में श्वानों की नसबंदी संभव हो पाएगी। वर्तमान क्षमता महज 5 श्वान की है जो कम bbox=[705, 688, 891, 753]
reg-mark bbox=[23, 2357, 37, 2371]
reg-mark bbox=[237, 2357, 251, 2371]
cases-cell: 537 bbox=[1242, 727, 1333, 746]
masthead-rule bbox=[23, 84, 1535, 87]
table-note: नोटः इसमें मेडिकल अस्पताल,निजी अस्पताल और ग्रामीण क्षेत्रों के आंकड़े शामिल नहीं हैं। bbox=[1189, 751, 1484, 762]
row-emd: 16205/- bbox=[1404, 2160, 1438, 2171]
month-cell: 9 दिसंबर तक bbox=[1336, 727, 1472, 746]
total-value: 6994 bbox=[1154, 749, 1184, 762]
month-cell: अगस्त bbox=[1336, 653, 1472, 671]
reg-mark bbox=[1093, 2357, 1107, 2371]
section-rule bbox=[317, 817, 1535, 818]
dog-table-title: 2022 में श्वानों के काटने के मामले bbox=[1134, 581, 1535, 613]
news-brief-column bbox=[26, 99, 302, 2320]
tender-header: टेण्डर क्रमांक जारी दिनांक bbox=[974, 2063, 1072, 2102]
lead-photo-nn-campus bbox=[703, 317, 1113, 570]
cases-header: मरीज bbox=[1242, 616, 1333, 634]
brief-7-title: कैंट में बनेगी स्मार्ट रोड, विधायक रोहाणी ने किया भूमिपूजन bbox=[26, 1280, 272, 1317]
brief-7-body: जबलपुर। शहीद चंद्रशेखर वार्ड अंतर्गत लगभग 80 लाख रुपए की लागत से निर्मित होने जा रही सड़क जो कुमार क्लिनिक से प्रारंभ होकर सेंट गैब्रियल स्कूल से घोषाल कॉम्प्लेक्स तक बनाई जाएगी, सड़क के चौड़ीकरण के साथ सड़क के दोनों तरफ पेवर ब्लॉक कार्य सुंदर लैंप पोस्ट तथा विद्युत व्यवस्था हेतु विद्युत पोल लगाए जाएंगे, उक्त कार्य का भूमिपूजन विधायक कैंट अशोक रोहाणी के मुख्यातिथ्य में कार्यक्रम संपन्न हुआ। इस अवसर पर वार्ड पार्षद एवं एमआईसी सदस्य दामोदर सोनी, मंडल अध्यक्ष पुष्पराज सिंह सेंगर, पार्षद निशांत झरिया, सावित्री साहू, नगर महामंत्री विक्रान्त वर्मा मोर्चा दशरथ पटेल, मंडल महामंत्री सुधीर वेन, मंडल उपाध्यक्ष कैलाश उलक, शेख मोहन बघेल, भारतीय जनता पार्टी के वरिष्ठ नेता प्रभा शंकर कुशवाहा तथा सभी कार्यकर्ता उपस्थित रहे। bbox=[26, 1499, 302, 1699]
print-color-bar bbox=[23, 2357, 1535, 2371]
encroach-photo bbox=[317, 936, 730, 1116]
balaghat-col-3a: उन्होंने कालोनाइजर एक्ट के अंतर्गत अवैध कॉलोनियों से संबंधित प्रकरणों की समीक्षा की। उन्होंने कहा कि अवैध कॉलोनियों पर सख्त नियम प्रावधान के तहत नियमानुसार कार्रवाई सुनिश्चित की जाए। तहसील राजस्व न्यायालय में संभागायुक्त श्री सिंह ने सीमांकन और बंटवारे से जुड़े प्रकरणों के निराकरण की समीक्षा की। उन्होंने स्पष्ट निर्देश दिए कि सिटिज़न चार्टर अनुसार समय सीमा में लंबित bbox=[722, 1741, 942, 1872]
tender-row bbox=[956, 2148, 1530, 2175]
amrut-col-2b-text: निगमायुक्त ने सीएम हेल्प लाइन में प्राप्त शिकायतों की भी गहन समीक्षा की। उन्होंने निर्देश दिए कि शिकायतों का निराकरण संतुष्टि के साथ प्राथमिकता से किया जाए। साथ ही वित्तीय वर्ष के लक्ष्य को ध्यान में रखते हुए राजस्व वसूली bbox=[1142, 1217, 1334, 1316]
dog-circle-3 bbox=[328, 366, 480, 494]
dog-circle-2 bbox=[538, 331, 648, 413]
row-date: Date.11.12.2025 bbox=[976, 2188, 1050, 2198]
row-id: 2025_UAD_467060_2 bbox=[976, 2150, 1070, 2160]
lead-col-1: नगर निगम ने श्वानों की नसबंदी के नाम पर पिछले 10 सालों में करीब 6 करोड़ रुपए खर्च कर दिए हैं,इसके हिसाब से श्वानों की जनसंख्या में गिरावट देखी जानी चाहिए थी,मगर ऐसा न होकर इनमें भारी बढ़ोतरी देखी जा रही है। अकेले जिला अस्पताल विक्टोरिया में जनवरी से 9 दिसंबर तक 16 bbox=[317, 622, 503, 737]
